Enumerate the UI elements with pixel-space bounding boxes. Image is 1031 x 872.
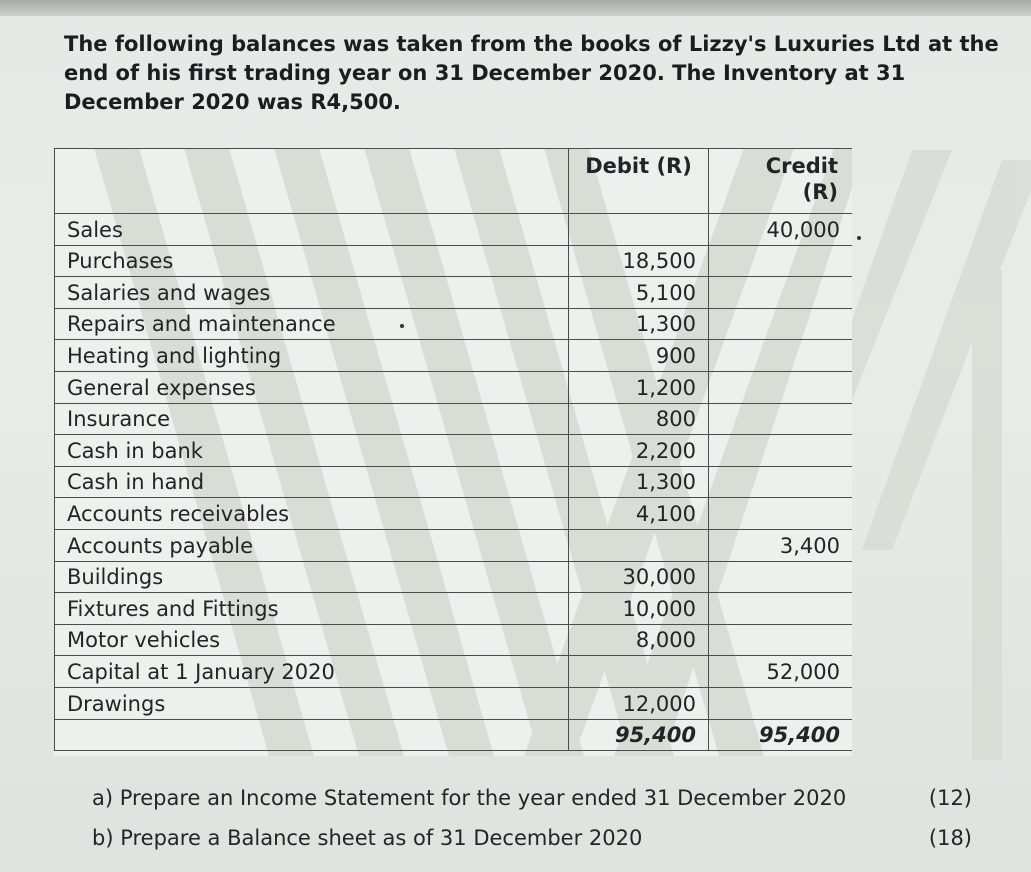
account-cell: Insurance bbox=[55, 403, 569, 435]
question-b bbox=[92, 826, 972, 856]
account-cell: Heating and lighting bbox=[55, 340, 569, 372]
debit-cell bbox=[569, 529, 709, 561]
table-row bbox=[55, 435, 853, 467]
table-row bbox=[55, 403, 853, 435]
table-row bbox=[55, 687, 853, 719]
questions-list bbox=[92, 786, 972, 856]
debit-cell bbox=[569, 656, 709, 688]
debit-cell: 1,300 bbox=[569, 308, 709, 340]
account-cell: Drawings bbox=[55, 687, 569, 719]
table-row bbox=[55, 308, 853, 340]
question-b-marks: (18) bbox=[928, 826, 972, 850]
top-edge-band bbox=[0, 0, 1031, 16]
account-cell: Repairs and maintenance bbox=[55, 308, 569, 340]
stray-dot bbox=[857, 236, 861, 240]
debit-cell: 10,000 bbox=[569, 593, 709, 625]
trial-balance-table bbox=[54, 148, 852, 751]
stray-dot bbox=[400, 324, 404, 328]
account-header bbox=[55, 149, 569, 214]
table-row bbox=[55, 624, 853, 656]
table-header-row bbox=[55, 149, 853, 214]
account-cell: Fixtures and Fittings bbox=[55, 593, 569, 625]
account-cell: General expenses bbox=[55, 371, 569, 403]
table-row bbox=[55, 656, 853, 688]
account-cell: Cash in bank bbox=[55, 435, 569, 467]
credit-cell bbox=[709, 498, 853, 530]
debit-cell: 1,200 bbox=[569, 371, 709, 403]
account-cell: Sales bbox=[55, 214, 569, 246]
question-b-text: b) Prepare a Balance sheet as of 31 December 2020 bbox=[92, 826, 643, 850]
table-row bbox=[55, 277, 853, 309]
question-a-text: a) Prepare an Income Statement for the year ended 31 December 2020 bbox=[92, 786, 847, 810]
credit-cell bbox=[709, 403, 853, 435]
credit-cell bbox=[709, 371, 853, 403]
question-a-marks: (12) bbox=[928, 786, 972, 810]
table-row bbox=[55, 498, 853, 530]
table-row bbox=[55, 371, 853, 403]
intro-line-1: The following balances was taken from the books of Lizzy's Luxuries Ltd at the bbox=[64, 32, 999, 56]
credit-cell bbox=[709, 435, 853, 467]
credit-header-line-1: Credit bbox=[765, 154, 838, 178]
debit-cell bbox=[569, 214, 709, 246]
account-cell: Capital at 1 January 2020 bbox=[55, 656, 569, 688]
credit-header bbox=[709, 149, 853, 214]
table-row bbox=[55, 593, 853, 625]
debit-cell: 900 bbox=[569, 340, 709, 372]
total-debit-cell: 95,400 bbox=[569, 719, 709, 751]
debit-cell: 18,500 bbox=[569, 245, 709, 277]
debit-cell: 12,000 bbox=[569, 687, 709, 719]
credit-header-line-2: (R) bbox=[802, 180, 838, 204]
account-cell: Purchases bbox=[55, 245, 569, 277]
side-stripes bbox=[852, 150, 1031, 760]
credit-cell: 3,400 bbox=[709, 529, 853, 561]
debit-cell: 1,300 bbox=[569, 466, 709, 498]
credit-cell bbox=[709, 340, 853, 372]
table-row bbox=[55, 340, 853, 372]
intro-line-2: end of his first trading year on 31 December 2020. The Inventory at 31 bbox=[64, 61, 906, 85]
credit-cell: 52,000 bbox=[709, 656, 853, 688]
table-row bbox=[55, 529, 853, 561]
account-cell: Motor vehicles bbox=[55, 624, 569, 656]
account-cell: Accounts receivables bbox=[55, 498, 569, 530]
credit-cell bbox=[709, 593, 853, 625]
debit-header: Debit (R) bbox=[569, 149, 709, 214]
account-cell: Buildings bbox=[55, 561, 569, 593]
credit-cell bbox=[709, 624, 853, 656]
totals-row bbox=[55, 719, 853, 751]
question-a bbox=[92, 786, 972, 816]
table-row bbox=[55, 245, 853, 277]
intro-paragraph bbox=[64, 30, 999, 117]
credit-cell: 40,000 bbox=[709, 214, 853, 246]
account-cell: Accounts payable bbox=[55, 529, 569, 561]
debit-cell: 8,000 bbox=[569, 624, 709, 656]
table-row bbox=[55, 466, 853, 498]
debit-cell: 5,100 bbox=[569, 277, 709, 309]
account-cell: Salaries and wages bbox=[55, 277, 569, 309]
total-credit-cell: 95,400 bbox=[709, 719, 853, 751]
debit-cell: 800 bbox=[569, 403, 709, 435]
credit-cell bbox=[709, 466, 853, 498]
credit-cell bbox=[709, 277, 853, 309]
debit-cell: 2,200 bbox=[569, 435, 709, 467]
debit-cell: 4,100 bbox=[569, 498, 709, 530]
trial-balance-table-container bbox=[54, 148, 852, 756]
credit-cell bbox=[709, 245, 853, 277]
credit-cell bbox=[709, 561, 853, 593]
table-row bbox=[55, 214, 853, 246]
debit-cell: 30,000 bbox=[569, 561, 709, 593]
account-cell: Cash in hand bbox=[55, 466, 569, 498]
credit-cell bbox=[709, 687, 853, 719]
credit-cell bbox=[709, 308, 853, 340]
totals-label-cell bbox=[55, 719, 569, 751]
intro-line-3: December 2020 was R4,500. bbox=[64, 90, 401, 114]
table-row bbox=[55, 561, 853, 593]
